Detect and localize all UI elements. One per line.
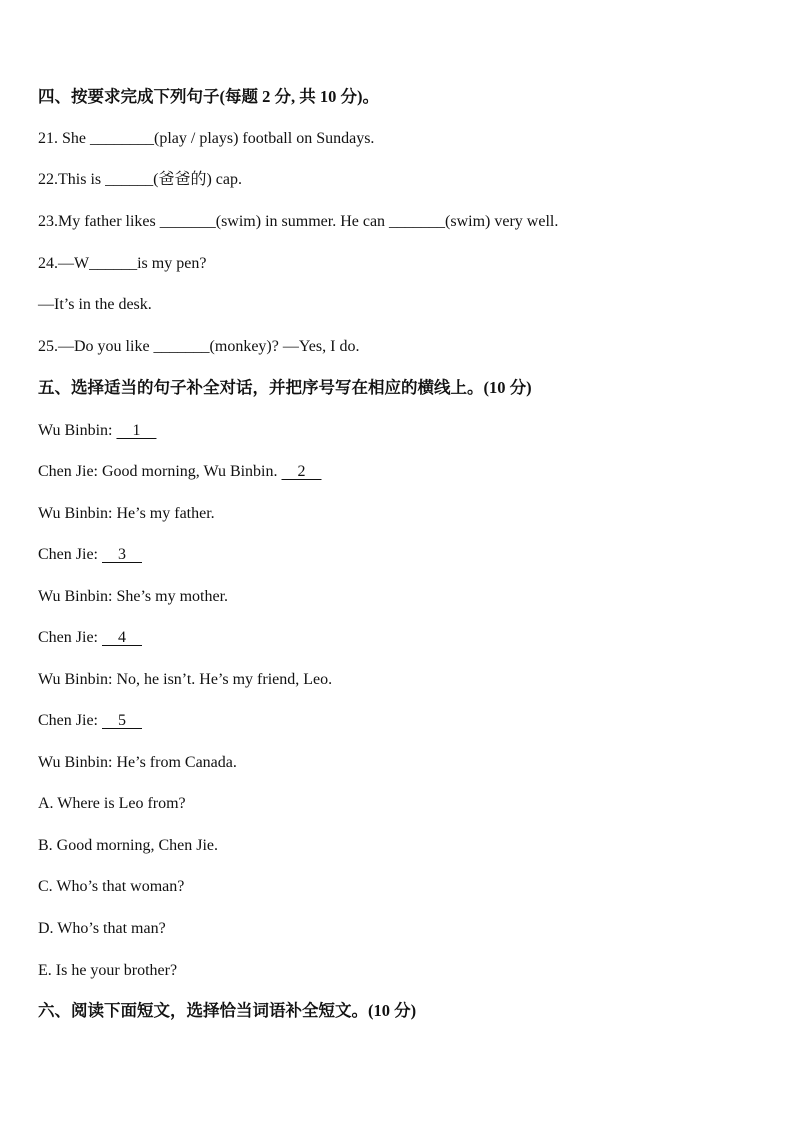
dialogue-line-9: Wu Binbin: He’s from Canada.	[38, 754, 237, 771]
section-4-heading: 四、按要求完成下列句子(每题 2 分, 共 10 分)。	[38, 87, 379, 106]
question-25-blank: _______	[153, 338, 210, 355]
question-21-text-a: 21. She	[38, 130, 90, 147]
dialogue-speaker-text: Chen Jie: Good morning, Wu Binbin.	[38, 463, 282, 480]
dialogue-line-1	[38, 421, 156, 441]
dialogue-line-5: Wu Binbin: She’s my mother.	[38, 588, 229, 605]
dialogue-line-6	[38, 628, 142, 648]
question-21	[38, 129, 374, 149]
section-6-heading: 六、阅读下面短文，选择恰当词语补全短文。(10 分)	[38, 1001, 417, 1020]
question-21-blank: ________	[90, 130, 154, 147]
question-23-text-c: (swim) very well.	[445, 213, 559, 230]
dialogue-blank-4: 4	[102, 629, 142, 646]
question-25	[38, 337, 359, 357]
question-23	[38, 212, 558, 232]
question-23-text-a: 23.My father likes	[38, 213, 160, 230]
dialogue-blank-5: 5	[102, 712, 142, 729]
question-23-text-b: (swim) in summer. He can	[215, 213, 390, 230]
question-24-answer: —It’s in the desk.	[38, 296, 152, 313]
question-24-text-b: is my pen?	[137, 255, 207, 272]
dialogue-blank-2: 2	[281, 463, 322, 480]
question-24-blank: ______	[89, 255, 138, 272]
question-24	[38, 254, 206, 274]
dialogue-line-4	[38, 545, 142, 565]
option-e: E. Is he your brother?	[38, 962, 178, 979]
dialogue-speaker-text: Wu Binbin:	[38, 422, 117, 439]
dialogue-speaker-text: Chen Jie:	[38, 629, 102, 646]
question-23-blank-2: _______	[389, 213, 446, 230]
dialogue-line-8	[38, 711, 142, 731]
dialogue-speaker-text: Chen Jie:	[38, 546, 102, 563]
question-25-text-b: (monkey)? —Yes, I do.	[209, 338, 360, 355]
question-22-text-b: (爸爸的) cap.	[153, 171, 242, 188]
question-22-text-a: 22.This is	[38, 171, 106, 188]
question-22-blank: ______	[105, 171, 154, 188]
dialogue-speaker-text: Chen Jie:	[38, 712, 102, 729]
dialogue-line-3: Wu Binbin: He’s my father.	[38, 505, 215, 522]
dialogue-blank-3: 3	[102, 546, 142, 563]
option-d: D. Who’s that man?	[38, 920, 166, 937]
question-23-blank-1: _______	[159, 213, 216, 230]
option-c: C. Who’s that woman?	[38, 878, 185, 895]
question-24-text-a: 24.—W	[38, 255, 90, 272]
option-b: B. Good morning, Chen Jie.	[38, 837, 218, 854]
dialogue-line-2	[38, 462, 322, 482]
section-5-heading: 五、选择适当的句子补全对话，并把序号写在相应的横线上。(10 分)	[38, 378, 532, 397]
dialogue-line-7: Wu Binbin: No, he isn’t. He’s my friend, Leo.	[38, 671, 333, 688]
question-25-text-a: 25.—Do you like	[38, 338, 154, 355]
dialogue-blank-1: 1	[116, 422, 157, 439]
question-22	[38, 170, 242, 190]
option-a: A. Where is Leo from?	[38, 795, 186, 812]
question-21-text-b: (play / plays) football on Sundays.	[154, 130, 375, 147]
